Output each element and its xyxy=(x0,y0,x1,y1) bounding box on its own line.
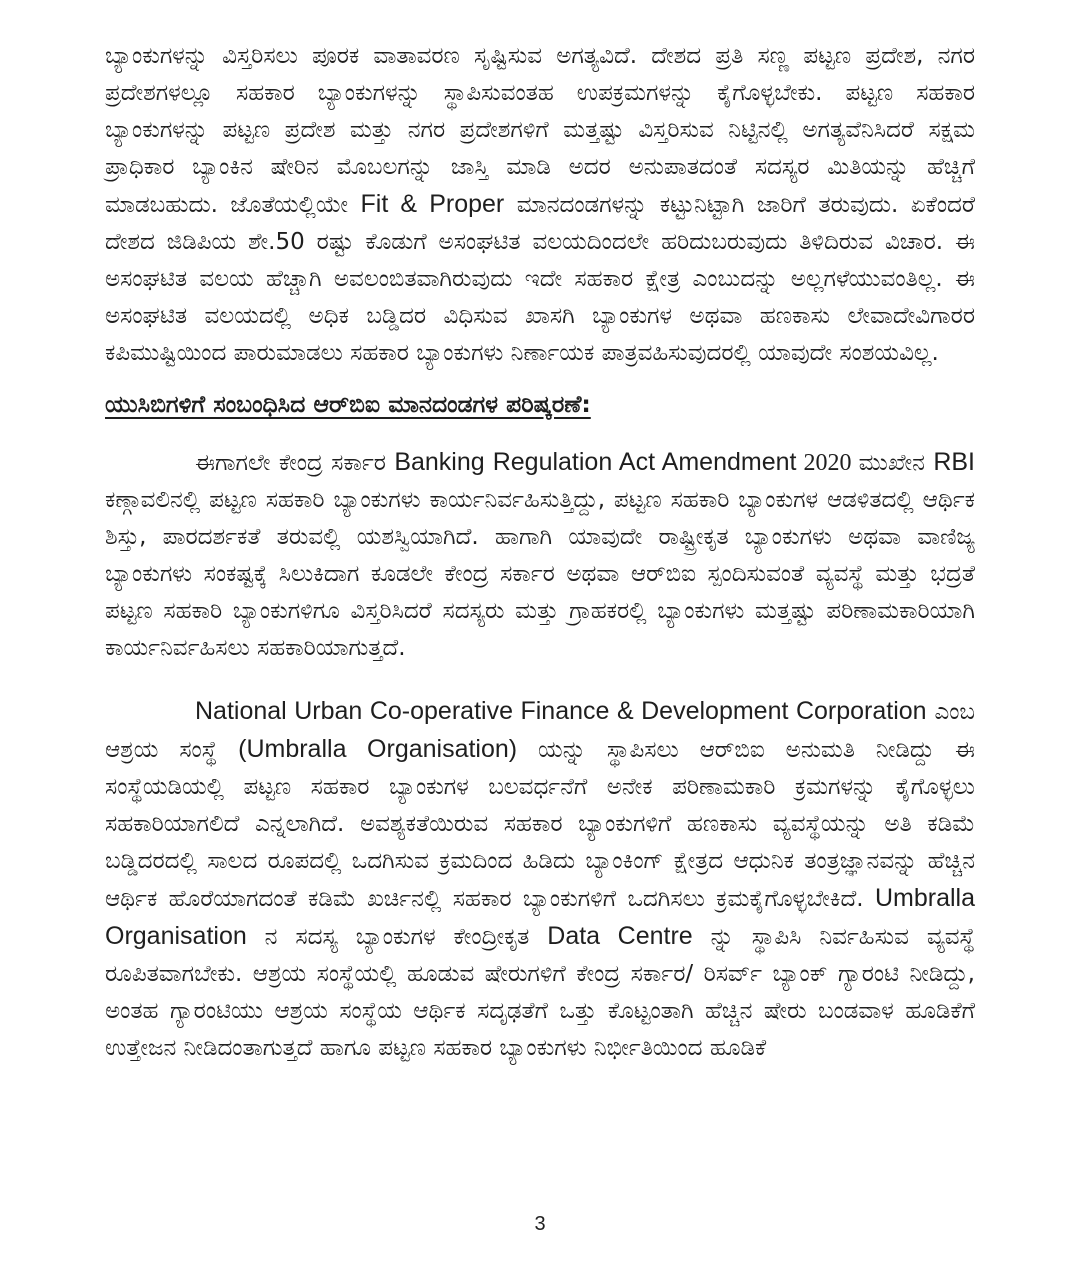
paragraph xyxy=(105,38,975,372)
paragraph xyxy=(105,444,975,667)
paragraph xyxy=(105,693,975,1067)
kannada-text-segment: ಮುಖೇನ xyxy=(858,450,934,476)
kannada-text-segment: ಈಗಾಗಲೇ ಕೇಂದ್ರ ಸರ್ಕಾರ xyxy=(195,450,395,476)
kannada-text-segment: ನ ಸದಸ್ಯ ಬ್ಯಾಂಕುಗಳ ಕೇಂದ್ರೀಕೃತ xyxy=(246,924,548,950)
document-page xyxy=(105,0,975,1276)
section-heading: ಯುಸಿಬಿಗಳಿಗೆ ಸಂಬಂಧಿಸಿದ ಆರ್‌ಬಿಐ ಮಾನದಂಡಗಳ ಪರಿಷ್ಕರಣೆ: xyxy=(105,390,591,418)
english-text-segment: Banking Regulation Act Amendment xyxy=(394,448,797,476)
english-text-segment: National Urban Co-operative Finance & Development Corporation xyxy=(195,697,927,725)
kannada-text-segment: ಯನ್ನು ಸ್ಥಾಪಿಸಲು ಆರ್‌ಬಿಐ ಅನುಮತಿ ನೀಡಿದ್ದು ಈ ಸಂಸ್ಥೆಯಡಿಯಲ್ಲಿ ಪಟ್ಟಣ ಸಹಕಾರ ಬ್ಯಾಂಕುಗಳ ಬಲವರ್ಧನೆಗೆ ಅನೇಕ ಪರಿಣಾಮಕಾರಿ ಕ್ರಮಗಳನ್ನು ಕೈಗೊಳ್ಳಲು ಸಹಕಾರಿಯಾಗಲಿದೆ ಎನ್ನಲಾಗಿದೆ. ಅವಶ್ಯಕತೆಯಿರುವ ಸಹಕಾರ ಬ್ಯಾಂಕುಗಳಿಗೆ ಹಣಕಾಸು ವ್ಯವಸ್ಥೆಯನ್ನು ಅತಿ ಕಡಿಮೆ ಬಡ್ಡಿದರದಲ್ಲಿ ಸಾಲದ ರೂಪದಲ್ಲಿ ಒದಗಿಸುವ ಕ್ರಮದಿಂದ ಹಿಡಿದು ಬ್ಯಾಂಕಿಂಗ್ ಕ್ಷೇತ್ರದ ಆಧುನಿಕ ತಂತ್ರಜ್ಞಾನವನ್ನು ಹೆಚ್ಚಿನ ಆರ್ಥಿಕ ಹೊರೆಯಾಗದಂತೆ ಕಡಿಮೆ ಖರ್ಚಿನಲ್ಲಿ ಸಹಕಾರ ಬ್ಯಾಂಕುಗಳಿಗೆ ಒದಗಿಸಲು ಕ್ರಮಕೈಗೊಳ್ಳಬೇಕಿದೆ. xyxy=(105,737,975,912)
english-text-segment: RBI xyxy=(933,448,976,476)
kannada-text-segment: ಎಂಬ ಆಶ್ರಯ ಸಂಸ್ಥೆ xyxy=(105,699,975,763)
english-text-segment: Fit & Proper xyxy=(360,190,505,218)
kannada-text-segment: ಮಾನದಂಡಗಳನ್ನು ಕಟ್ಟುನಿಟ್ಟಾಗಿ ಜಾರಿಗೆ ತರುವುದು. ಏಕೆಂದರೆ ದೇಶದ ಜಿಡಿಪಿಯ ಶೇ.50 ರಷ್ಟು ಕೊಡುಗೆ ಅಸಂಘಟಿತ ವಲಯದಿಂದಲೇ ಹರಿದುಬರುವುದು ತಿಳಿದಿರುವ ವಿಚಾರ. ಈ ಅಸಂಘಟಿತ ವಲಯ ಹೆಚ್ಚಾಗಿ ಅವಲಂಬಿತವಾಗಿರುವುದು ಇದೇ ಸಹಕಾರ ಕ್ಷೇತ್ರ ಎಂಬುದನ್ನು ಅಲ್ಲಗಳೆಯುವಂತಿಲ್ಲ. ಈ ಅಸಂಘಟಿತ ವಲಯದಲ್ಲಿ ಅಧಿಕ ಬಡ್ಡಿದರ ವಿಧಿಸುವ ಖಾಸಗಿ ಬ್ಯಾಂಕುಗಳ ಅಥವಾ ಹಣಕಾಸು ಲೇವಾದೇವಿಗಾರರ ಕಪಿಮುಷ್ಟಿಯಿಂದ ಪಾರುಮಾಡಲು ಸಹಕಾರ ಬ್ಯಾಂಕುಗಳು ನಿರ್ಣಾಯಕ ಪಾತ್ರವಹಿಸುವುದರಲ್ಲಿ ಯಾವುದೇ ಸಂಶಯವಿಲ್ಲ. xyxy=(105,192,975,366)
kannada-text-segment: ಕಣ್ಗಾವಲಿನಲ್ಲಿ ಪಟ್ಟಣ ಸಹಕಾರಿ ಬ್ಯಾಂಕುಗಳು ಕಾರ್ಯನಿರ್ವಹಿಸುತ್ತಿದ್ದು, ಪಟ್ಟಣ ಸಹಕಾರಿ ಬ್ಯಾಂಕುಗಳ ಆಡಳಿತದಲ್ಲಿ ಆರ್ಥಿಕ ಶಿಸ್ತು, ಪಾರದರ್ಶಕತೆ ತರುವಲ್ಲಿ ಯಶಸ್ವಿಯಾಗಿದೆ. ಹಾಗಾಗಿ ಯಾವುದೇ ರಾಷ್ಟ್ರೀಕೃತ ಬ್ಯಾಂಕುಗಳು ಅಥವಾ ವಾಣಿಜ್ಯ ಬ್ಯಾಂಕುಗಳು ಸಂಕಷ್ಟಕ್ಕೆ ಸಿಲುಕಿದಾಗ ಕೂಡಲೇ ಕೇಂದ್ರ ಸರ್ಕಾರ ಅಥವಾ ಆರ್‌ಬಿಐ ಸ್ಪಂದಿಸುವಂತೆ ವ್ಯವಸ್ಥೆ ಮತ್ತು ಭದ್ರತೆ ಪಟ್ಟಣ ಸಹಕಾರಿ ಬ್ಯಾಂಕುಗಳಿಗೂ ವಿಸ್ತರಿಸಿದರೆ ಸದಸ್ಯರು ಮತ್ತು ಗ್ರಾಹಕರಲ್ಲಿ ಬ್ಯಾಂಕುಗಳು ಮತ್ತಷ್ಟು ಪರಿಣಾಮಕಾರಿಯಾಗಿ ಕಾರ್ಯನಿರ್ವಹಿಸಲು ಸಹಕಾರಿಯಾಗುತ್ತದೆ. xyxy=(105,487,975,661)
english-text-segment: Umbralla Organisation xyxy=(105,884,975,950)
kannada-text-segment: ಬ್ಯಾಂಕುಗಳನ್ನು ವಿಸ್ತರಿಸಲು ಪೂರಕ ವಾತಾವರಣ ಸೃಷ್ಟಿಸುವ ಅಗತ್ಯವಿದೆ. ದೇಶದ ಪ್ರತಿ ಸಣ್ಣ ಪಟ್ಟಣ ಪ್ರದೇಶ, ನಗರ ಪ್ರದೇಶಗಳಲ್ಲೂ ಸಹಕಾರ ಬ್ಯಾಂಕುಗಳನ್ನು ಸ್ಥಾಪಿಸುವಂತಹ ಉಪಕ್ರಮಗಳನ್ನು ಕೈಗೊಳ್ಳಬೇಕು. ಪಟ್ಟಣ ಸಹಕಾರ ಬ್ಯಾಂಕುಗಳನ್ನು ಪಟ್ಟಣ ಪ್ರದೇಶ ಮತ್ತು ನಗರ ಪ್ರದೇಶಗಳಿಗೆ ಮತ್ತಷ್ಟು ವಿಸ್ತರಿಸುವ ನಿಟ್ಟಿನಲ್ಲಿ ಅಗತ್ಯವೆನಿಸಿದರೆ ಸಕ್ಷಮ ಪ್ರಾಧಿಕಾರ ಬ್ಯಾಂಕಿನ ಷೇರಿನ ಮೊಬಲಗನ್ನು ಜಾಸ್ತಿ ಮಾಡಿ ಅದರ ಅನುಪಾತದಂತೆ ಸದಸ್ಯರ ಮಿತಿಯನ್ನು ಹೆಚ್ಚಿಗೆ ಮಾಡಬಹುದು. ಜೊತೆಯಲ್ಲಿಯೇ xyxy=(105,43,975,218)
english-text-segment: Data Centre xyxy=(547,922,693,950)
page-number: 3 xyxy=(534,1213,546,1235)
numeric-text-segment: 2020 xyxy=(796,450,859,476)
document-body xyxy=(105,38,975,1067)
kannada-text-segment: ನ್ನು ಸ್ಥಾಪಿಸಿ ನಿರ್ವಹಿಸುವ ವ್ಯವಸ್ಥೆ ರೂಪಿತವಾಗಬೇಕು. ಆಶ್ರಯ ಸಂಸ್ಥೆಯಲ್ಲಿ ಹೂಡುವ ಷೇರುಗಳಿಗೆ ಕೇಂದ್ರ ಸರ್ಕಾರ/ ರಿಸರ್ವ್ ಬ್ಯಾಂಕ್ ಗ್ಯಾರಂಟಿ ನೀಡಿದ್ದು, ಅಂತಹ ಗ್ಯಾರಂಟಿಯು ಆಶ್ರಯ ಸಂಸ್ಥೆಯ ಆರ್ಥಿಕ ಸದೃಢತೆಗೆ ಒತ್ತು ಕೊಟ್ಟಂತಾಗಿ ಹೆಚ್ಚಿನ ಷೇರು ಬಂಡವಾಳ ಹೂಡಿಕೆಗೆ ಉತ್ತೇಜನ ನೀಡಿದಂತಾಗುತ್ತದೆ ಹಾಗೂ ಪಟ್ಟಣ ಸಹಕಾರ ಬ್ಯಾಂಕುಗಳು ನಿರ್ಭೀತಿಯಿಂದ ಹೂಡಿಕೆ xyxy=(105,924,975,1061)
english-text-segment: (Umbralla Organisation) xyxy=(238,735,518,763)
